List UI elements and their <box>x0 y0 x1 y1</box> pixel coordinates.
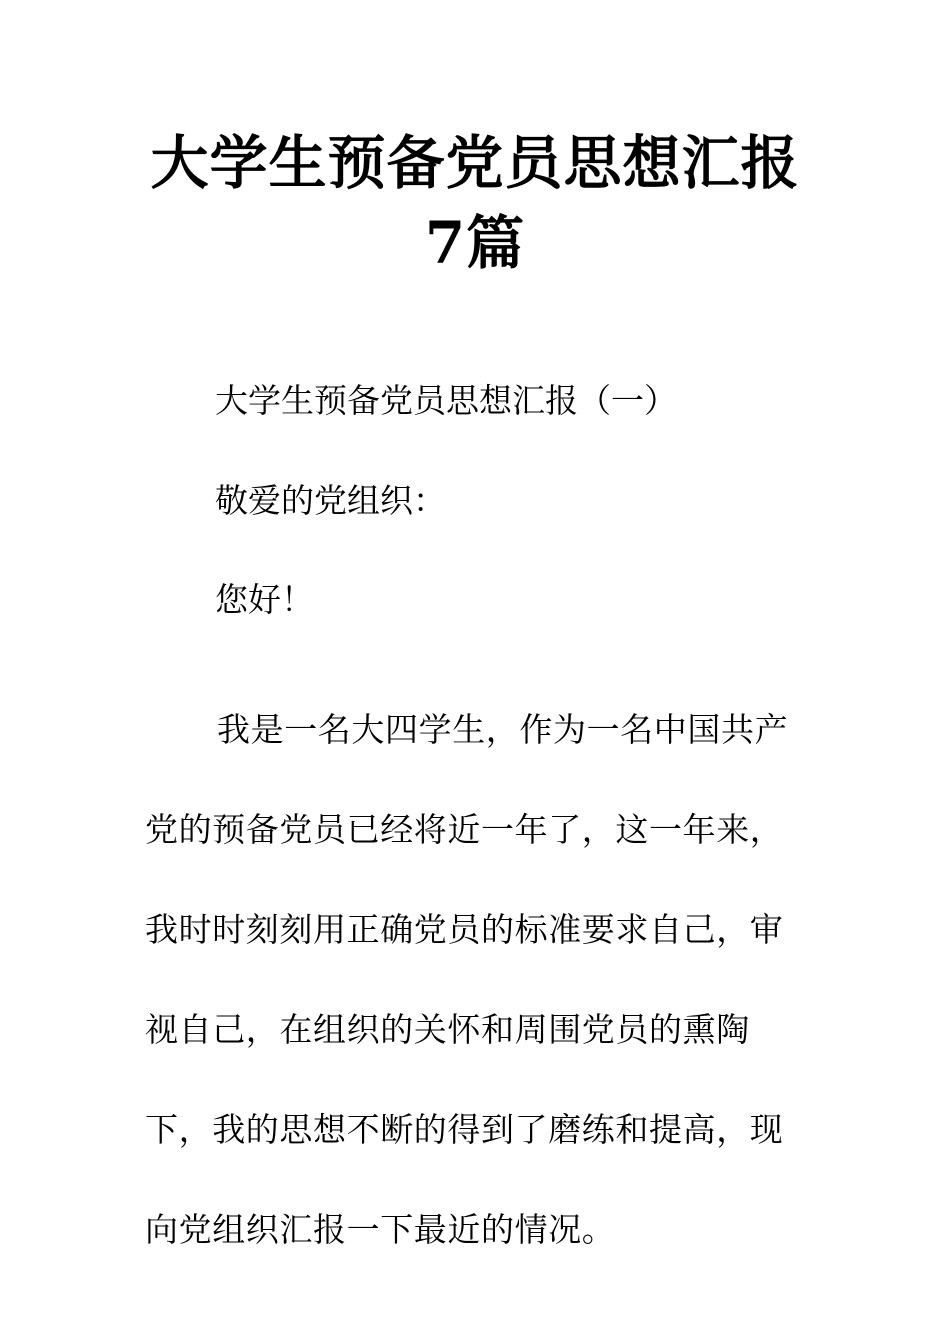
body-paragraph: 我是一名大四学生，作为一名中国共产党的预备党员已经将近一年了，这一年来，我时时刻刻用正确党员的标准要求自己，审视自己，在组织的关怀和周围党员的熏陶下，我的思想不断的得到了磨练和提高，现向党组织汇报一下最近的情况。 <box>145 710 789 1249</box>
document-title-line-1: 大学生预备党员思想汇报 <box>150 129 800 197</box>
document-title-line-2: 7篇 <box>424 209 526 277</box>
salutation: 敬爱的党组织： <box>215 481 446 520</box>
section-heading: 大学生预备党员思想汇报（一） <box>215 381 677 420</box>
greeting: 您好！ <box>215 580 314 619</box>
